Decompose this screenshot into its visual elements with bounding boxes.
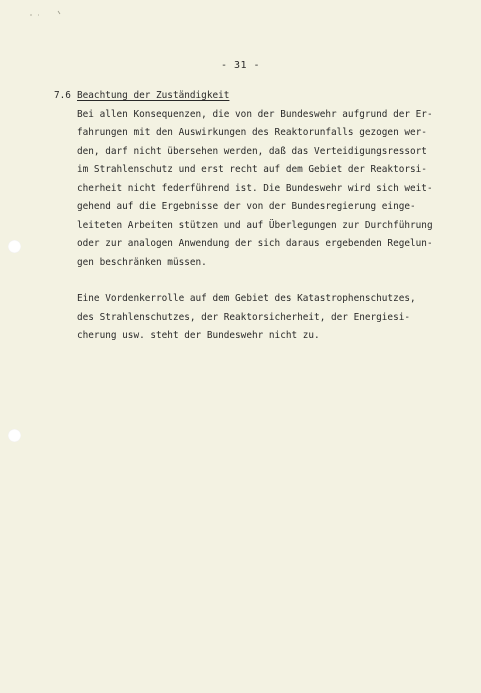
page-number: - 31 - [220,60,261,71]
paragraph-line: cherung usw. steht der Bundeswehr nicht zu. [77,330,320,341]
paragraph-line: gen beschränken müssen. [77,256,207,268]
paragraph-line: leiteten Arbeiten stützen und auf Überlegungen zur Durchführung [77,219,433,231]
section-7-6 [54,87,434,346]
corner-smudge-mark [28,10,68,18]
paragraph-line: den, darf nicht übersehen werden, daß das Verteidigungsressort [77,145,427,157]
paragraph-line: fahrungen mit den Auswirkungen des Reaktorunfalls gezogen wer- [77,127,427,138]
section-title: Beachtung der Zuständigkeit [77,90,230,101]
paragraph-line: des Strahlenschutzes, der Reaktorsicherheit, der Energiesi- [77,311,411,323]
paragraph-2 [77,290,434,346]
punch-hole-top [8,240,21,253]
section-heading [54,87,434,106]
paragraph-1 [77,106,434,273]
paragraph-line: Eine Vordenkerrolle auf dem Gebiet des Katastrophenschutzes, [77,293,416,304]
paragraph-line: gehend auf die Ergebnisse der von der Bundesregierung einge- [77,201,416,212]
punch-hole-bottom [8,429,21,442]
paragraph-line: im Strahlenschutz und erst recht auf dem Gebiet der Reaktorsi- [77,164,427,175]
paragraph-line: oder zur analogen Anwendung der sich daraus ergebenden Regelun- [77,238,433,249]
paragraph-line: Bei allen Konsequenzen, die von der Bundeswehr aufgrund der Er- [77,108,433,120]
paragraph-line: cherheit nicht federführend ist. Die Bundeswehr wird sich weit- [77,182,433,194]
section-number: 7.6 [54,90,71,101]
